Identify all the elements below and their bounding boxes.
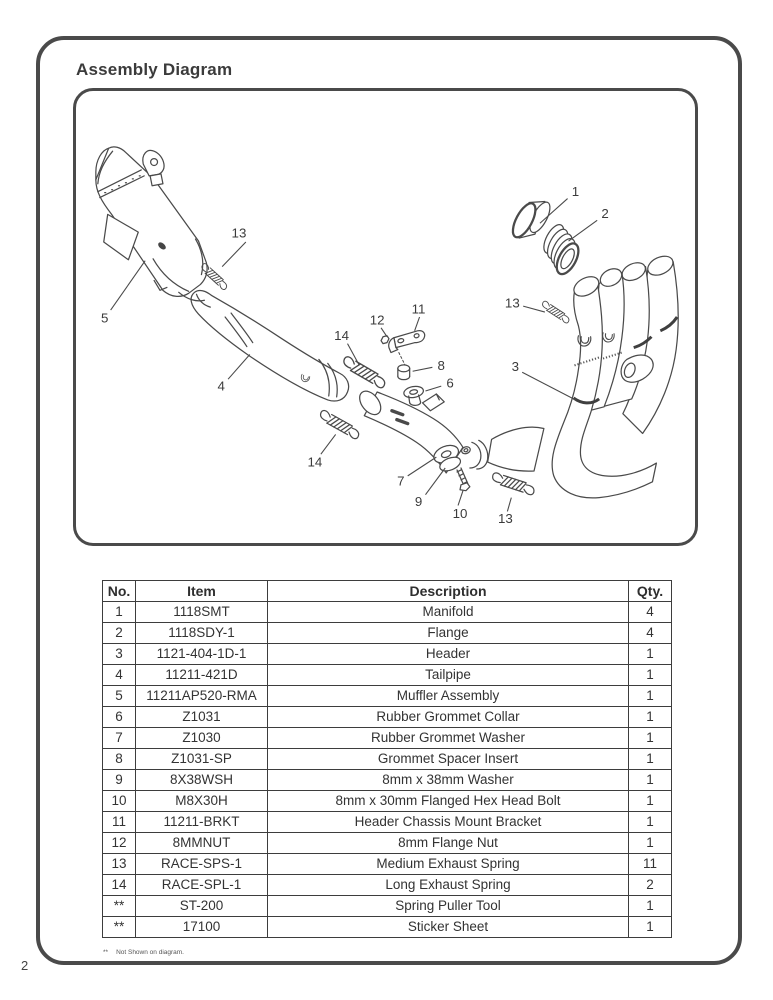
table-row [103, 623, 672, 644]
part-qty: 4 [629, 623, 672, 644]
part-number: 13 [103, 854, 136, 875]
callout-leader-line [523, 306, 545, 312]
part-description: Header [268, 644, 629, 665]
part-number: 1 [103, 602, 136, 623]
callout-label: 14 [334, 328, 349, 344]
column-header-item: Item [136, 581, 268, 602]
part-number: 9 [103, 770, 136, 791]
part-item-code: Z1031 [136, 707, 268, 728]
table-row [103, 707, 672, 728]
part-item-code: 11211AP520-RMA [136, 686, 268, 707]
table-row [103, 875, 672, 896]
callout-leader-line [458, 491, 463, 506]
part-description: Rubber Grommet Washer [268, 728, 629, 749]
part-item-code: 1118SMT [136, 602, 268, 623]
callout-label: 7 [397, 473, 405, 489]
part-qty: 1 [629, 770, 672, 791]
callout-leader-line [569, 220, 598, 241]
footnote-text: Not Shown on diagram. [116, 949, 184, 956]
part-number: 4 [103, 665, 136, 686]
part-qty: 1 [629, 644, 672, 665]
part-number: ** [103, 917, 136, 938]
part-description: 8mm x 38mm Washer [268, 770, 629, 791]
collar-drawing [403, 385, 424, 405]
part-qty: 1 [629, 665, 672, 686]
part-description: Spring Puller Tool [268, 896, 629, 917]
part-item-code: 8X38WSH [136, 770, 268, 791]
part-description: 8mm Flange Nut [268, 833, 629, 854]
header-drawing [552, 252, 678, 497]
part-item-code: 8MMNUT [136, 833, 268, 854]
collector-drawing [470, 427, 544, 471]
callout-label: 13 [498, 510, 513, 526]
table-row [103, 791, 672, 812]
part-item-code: 17100 [136, 917, 268, 938]
part-qty: 1 [629, 812, 672, 833]
table-row [103, 602, 672, 623]
part-description: Grommet Spacer Insert [268, 749, 629, 770]
part-item-code: 11211-421D [136, 665, 268, 686]
table-footnote [103, 949, 184, 956]
part-number: 6 [103, 707, 136, 728]
table-row [103, 833, 672, 854]
table-row [103, 896, 672, 917]
callout-leader-line [228, 355, 250, 380]
callout-leader-line [381, 328, 387, 337]
table-row [103, 770, 672, 791]
footnote-marker: ** [103, 949, 109, 956]
callout-label: 12 [369, 312, 385, 328]
part-description: Flange [268, 623, 629, 644]
callout-leader-line [415, 317, 420, 331]
part-description: Muffler Assembly [268, 686, 629, 707]
callout-leader-line [408, 457, 437, 476]
part-number: 8 [103, 749, 136, 770]
part-number: 11 [103, 812, 136, 833]
part-number: 10 [103, 791, 136, 812]
callout-leader-line [321, 434, 336, 454]
callout-leader-line [425, 386, 441, 391]
callout-label: 6 [446, 375, 454, 391]
callout-label: 9 [414, 494, 423, 510]
part-number: 2 [103, 623, 136, 644]
bolt-drawing [457, 468, 470, 491]
part-description: Manifold [268, 602, 629, 623]
page-title: Assembly Diagram [76, 60, 233, 79]
part-item-code: RACE-SPS-1 [136, 854, 268, 875]
callout-leader-line [522, 372, 575, 400]
callout-label: 14 [307, 454, 323, 470]
callout-label: 3 [511, 358, 519, 374]
table-row [103, 728, 672, 749]
part-description: Sticker Sheet [268, 917, 629, 938]
part-number: 5 [103, 686, 136, 707]
callout-leader-line [425, 468, 445, 495]
assembly-diagram [76, 91, 695, 543]
table-row [103, 644, 672, 665]
part-qty: 1 [629, 707, 672, 728]
part-item-code: 11211-BRKT [136, 812, 268, 833]
part-item-code: Z1030 [136, 728, 268, 749]
part-item-code: 1121-404-1D-1 [136, 644, 268, 665]
callout-leader-line [507, 498, 511, 512]
part-qty: 1 [629, 686, 672, 707]
part-description: Rubber Grommet Collar [268, 707, 629, 728]
table-row [103, 686, 672, 707]
callout-label: 8 [437, 357, 445, 373]
part-qty: 1 [629, 791, 672, 812]
part-item-code: RACE-SPL-1 [136, 875, 268, 896]
bracket-drawing [389, 331, 425, 365]
table-row [103, 917, 672, 938]
column-header-no: No. [103, 581, 136, 602]
table-row [103, 854, 672, 875]
page-number: 2 [21, 958, 29, 973]
part-qty: 1 [629, 833, 672, 854]
part-description: 8mm x 30mm Flanged Hex Head Bolt [268, 791, 629, 812]
part-qty: 1 [629, 896, 672, 917]
part-qty: 1 [629, 917, 672, 938]
callout-leader-line [413, 367, 433, 371]
part-description: Long Exhaust Spring [268, 875, 629, 896]
part-description: Header Chassis Mount Bracket [268, 812, 629, 833]
part-number: ** [103, 896, 136, 917]
part-item-code: ST-200 [136, 896, 268, 917]
part-item-code: M8X30H [136, 791, 268, 812]
part-number: 3 [103, 644, 136, 665]
table-row [103, 812, 672, 833]
assembly-diagram-panel [73, 88, 698, 546]
table-header-row [103, 581, 672, 602]
callout-label: 4 [217, 378, 225, 394]
part-number: 14 [103, 875, 136, 896]
part-item-code: Z1031-SP [136, 749, 268, 770]
part-item-code: 1118SDY-1 [136, 623, 268, 644]
spacer-drawing [398, 365, 410, 380]
callout-label: 1 [571, 184, 580, 200]
part-number: 12 [103, 833, 136, 854]
column-header-qty: Qty. [629, 581, 672, 602]
part-qty: 11 [629, 854, 672, 875]
nut-drawing [381, 336, 389, 344]
callout-label: 11 [411, 301, 426, 317]
part-description: Tailpipe [268, 665, 629, 686]
manifold-drawing [508, 199, 554, 240]
muffler-drawing [96, 147, 207, 301]
part-qty: 1 [629, 749, 672, 770]
callout-label: 5 [101, 310, 109, 326]
part-description: Medium Exhaust Spring [268, 854, 629, 875]
column-header-description: Description [268, 581, 629, 602]
part-qty: 4 [629, 602, 672, 623]
part-number: 7 [103, 728, 136, 749]
callout-label: 10 [452, 505, 468, 521]
part-qty: 1 [629, 728, 672, 749]
callout-leader-line [222, 242, 246, 267]
part-qty: 2 [629, 875, 672, 896]
flange-drawing [540, 222, 583, 278]
callout-label: 2 [601, 205, 609, 221]
table-row [103, 749, 672, 770]
tailpipe-drawing [191, 290, 349, 401]
parts-table [102, 580, 672, 938]
table-row [103, 665, 672, 686]
callout-label: 13 [231, 225, 247, 241]
callout-leader-line [111, 261, 146, 310]
callout-label: 13 [504, 295, 520, 311]
